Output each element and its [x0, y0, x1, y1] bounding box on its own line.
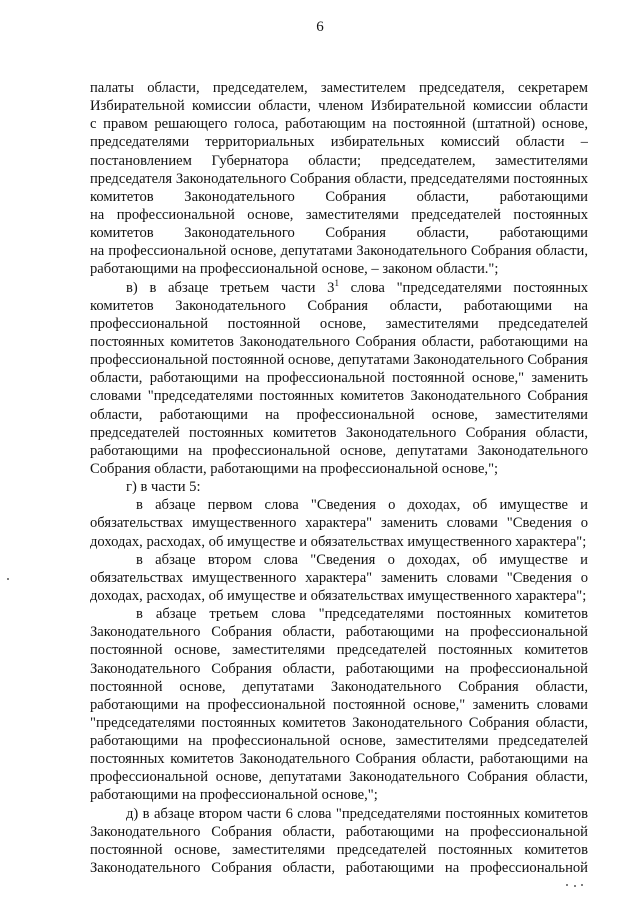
- text-line: постоянной основе, депутатами Законодательного Собрания области,: [90, 678, 588, 695]
- text-line: профессиональной постоянной основе, депутатами Законодательного Собрания: [90, 352, 588, 369]
- text-line: области, работающими на профессиональной постоянной основе," заменить: [90, 370, 588, 387]
- text-line: постоянных комитетов Законодательного Собрания области, работающими на: [90, 751, 588, 768]
- document-body: [90, 79, 588, 877]
- text-segment: в) в абзаце третьем части 3: [126, 279, 335, 296]
- text-line: Собрания области, работающими на профессиональной основе,";: [90, 460, 499, 477]
- text-line: председателями территориальных избирательных комиссий области –: [90, 134, 588, 151]
- text-line: обязательствах имущественного характера" заменить словами "Сведения о: [90, 515, 588, 532]
- text-line: работающими на профессиональной основе, заместителями председателей: [90, 733, 588, 750]
- scan-artifact: [574, 885, 576, 887]
- text-line: с правом решающего голоса, работающим на постоянной (штатной) основе,: [90, 116, 588, 133]
- text-line: комитетов Законодательного Собрания области, работающими на: [90, 297, 588, 314]
- text-line: профессиональной постоянной основе, заместителями председателей: [90, 315, 588, 332]
- text-line: Законодательного Собрания области, работающими на профессиональной: [90, 660, 588, 677]
- text-line: работающими на профессиональной основе,";: [90, 787, 378, 804]
- text-line: Законодательного Собрания области, работающими на профессиональной: [90, 823, 588, 840]
- text-line: [90, 279, 588, 297]
- text-line: постановлением Губернатора области; председателем, заместителями: [90, 152, 588, 169]
- text-line: палаты области, председателем, заместителем председателя, секретарем: [90, 80, 588, 96]
- text-line: словами "председателями постоянных комитетов Законодательного Собрания: [90, 388, 588, 405]
- text-line: председателей постоянных комитетов Законодательного Собрания области,: [90, 424, 588, 441]
- text-line: обязательствах имущественного характера" заменить словами "Сведения о: [90, 569, 588, 586]
- superscript: 1: [334, 278, 339, 288]
- text-segment: слова "председателями постоянных: [338, 279, 588, 296]
- text-line: работающими на профессиональной основе, – законом области.";: [90, 261, 499, 278]
- text-line: в абзаце третьем слова "председателями постоянных комитетов: [136, 606, 588, 623]
- text-line: комитетов Законодательного Собрания области, работающими: [90, 188, 588, 205]
- text-line: работающими на профессиональной постоянной основе," заменить словами: [90, 696, 588, 713]
- text-line: Законодательного Собрания области, работающими на профессиональной: [90, 860, 588, 877]
- text-line: председателя Законодательного Собрания области, председателями постоянных: [90, 170, 588, 187]
- scan-artifact: [566, 884, 568, 886]
- text-line: на профессиональной основе, депутатами Законодательного Собрания области,: [90, 243, 588, 260]
- text-line: г) в части 5:: [126, 479, 201, 496]
- scan-artifact: [7, 578, 9, 580]
- text-line: постоянных комитетов Законодательного Собрания области, работающими на: [90, 333, 588, 350]
- text-line: Избирательной комиссии области, членом Избирательной комиссии области: [90, 98, 588, 115]
- text-line: д) в абзаце втором части 6 слова "председателями постоянных комитетов: [126, 805, 588, 822]
- text-line: Законодательного Собрания области, работающими на профессиональной: [90, 624, 588, 641]
- text-line: постоянной основе, заместителями председателей постоянных комитетов: [90, 841, 588, 858]
- text-line: области, работающими на профессиональной основе, заместителями: [90, 406, 588, 423]
- text-line: комитетов Законодательного Собрания области, работающими: [90, 225, 588, 242]
- text-line: профессиональной основе, депутатами Законодательного Собрания области,: [90, 769, 588, 786]
- text-line: постоянной основе, заместителями председателей постоянных комитетов: [90, 642, 588, 659]
- text-line: в абзаце первом слова "Сведения о доходах, об имуществе и: [136, 497, 588, 514]
- text-line: в абзаце втором слова "Сведения о доходах, об имуществе и: [136, 551, 588, 568]
- text-line: на профессиональной основе, заместителями председателей постоянных: [90, 206, 588, 223]
- text-line: доходах, расходах, об имуществе и обязательствах имущественного характера";: [90, 533, 587, 550]
- scan-artifact: [581, 884, 583, 886]
- text-line: "председателями постоянных комитетов Законодательного Собрания области,: [90, 714, 588, 731]
- text-line: работающими на профессиональной основе, депутатами Законодательного: [90, 442, 588, 459]
- text-line: доходах, расходах, об имуществе и обязательствах имущественного характера";: [90, 587, 587, 604]
- page-number: 6: [316, 19, 324, 35]
